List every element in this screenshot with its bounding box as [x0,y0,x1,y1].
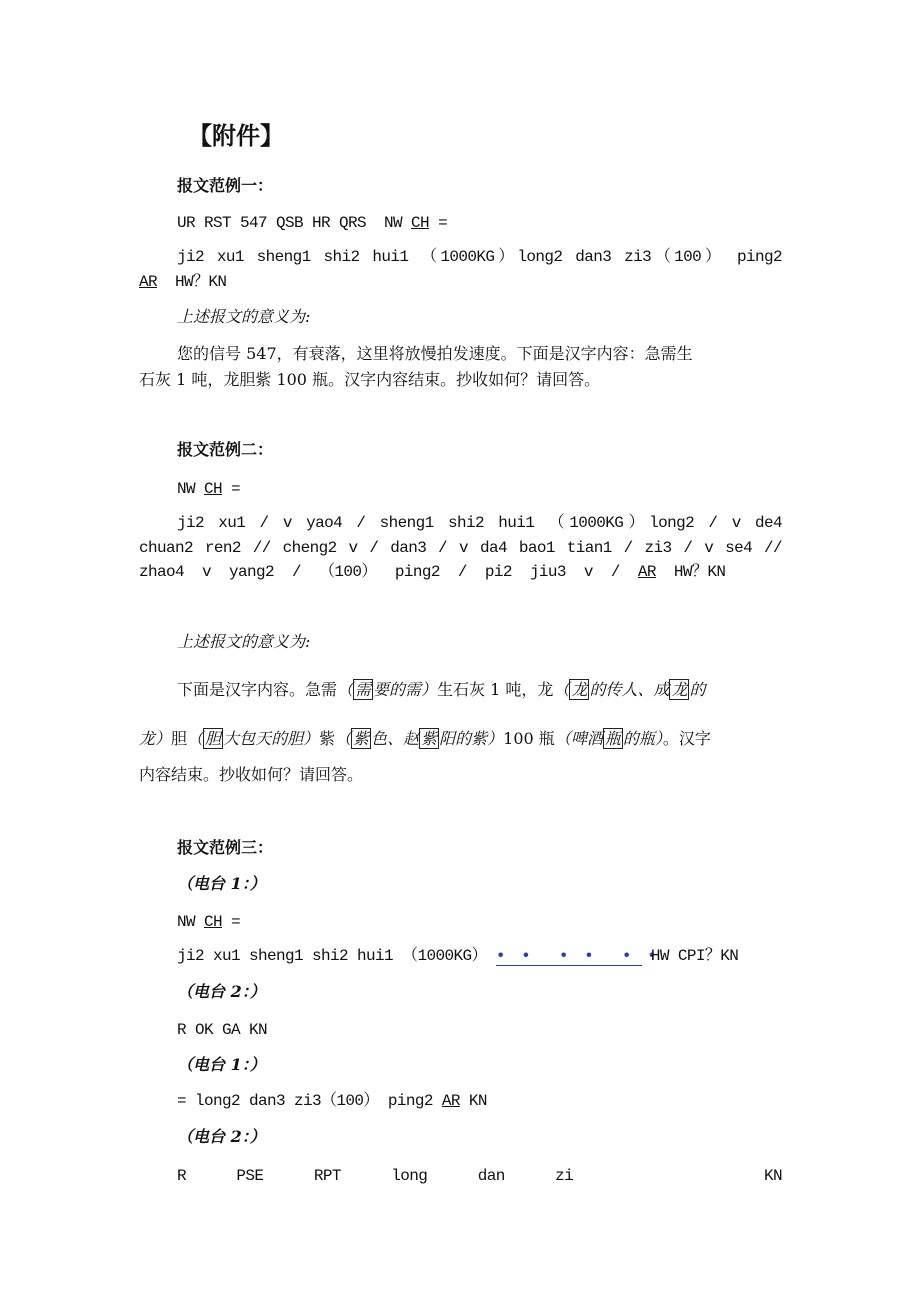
example-2-line-4 [139,562,725,582]
word: dan [477,1167,505,1185]
example-2-meaning-label: 上述报文的意义为: [177,632,311,651]
station-2-label: （电台 2：） [177,982,266,1001]
text: 色、赵 [371,729,420,748]
word: PSE [236,1167,264,1185]
boxed-character: 需 [355,680,372,699]
text: 要的需） [373,680,438,699]
ch-prosign: CH [411,214,430,232]
message-text: KN [459,1092,487,1110]
example-3-line-b [177,1091,487,1111]
text: （ [187,729,204,748]
example-1-meaning-line-1: 您的信号 547，有衰落，这里将放慢拍发速度。下面是汉字内容：急需生 [177,344,693,363]
message-text: HW？KN [157,273,227,291]
text: 100 瓶 [503,729,555,748]
example-3-heading: 报文范例三： [177,838,274,857]
example-1-meaning-label: 上述报文的意义为: [177,307,311,326]
example-2-line-1 [177,479,240,499]
spacer [624,1166,714,1186]
word: zi [555,1167,574,1185]
text: （ [337,680,354,699]
station-2-label: （电台 2：） [177,1127,266,1146]
message-text: = [222,480,241,498]
text: 胆 [171,729,188,748]
text: （ [553,680,570,699]
message-text: = long2 dan3 zi3（100） ping2 [177,1092,442,1110]
ch-prosign: CH [204,480,223,498]
text: 紫 [319,729,336,748]
text: 阳的紫） [439,729,504,748]
station-1-label: （电台 1：） [177,874,266,893]
text: 的瓶） [622,729,663,748]
message-text: ji2 xu1 sheng1 shi2 hui1 （1000KG） [177,947,496,965]
text: 生石灰 1 吨，龙 [437,680,554,699]
word: R [177,1167,187,1185]
boxed-character: 龙 [571,680,588,699]
message-text: HW？KN [655,563,726,581]
text: 下面是汉字内容。急需 [177,680,338,699]
text: 的 [689,680,706,699]
example-2-meaning-line-1 [177,680,706,700]
message-text: NW [177,480,205,498]
example-3-nw-line [177,912,240,932]
boxed-character: 龙 [671,680,688,699]
message-text: = [222,913,241,931]
boxed-character: 紫 [353,729,370,748]
example-2-line-2: ji2 xu1 / v yao4 / sheng1 shi2 hui1 （1000KG）long2 / v de4 [177,514,782,532]
omission-dots: • • • • • • [495,947,660,965]
example-1-line-1 [177,213,447,233]
message-text: = [429,214,448,232]
ar-prosign: AR [139,273,158,291]
text: （ [335,729,352,748]
example-1-heading: 报文范例一： [177,176,274,195]
page-title: 【附件】 [188,121,284,150]
message-text: HW CPI？KN [641,947,739,965]
example-3-last-line [177,1166,782,1186]
station-1-label: （电台 1：） [177,1055,266,1074]
example-2-meaning-line-2 [139,729,711,749]
word: long [391,1167,428,1185]
example-1-meaning-line-2: 石灰 1 吨，龙胆紫 100 瓶。汉字内容结束。抄收如何？请回答。 [139,370,601,389]
message-text: UR RST 547 QSB HR QRS NW [177,214,412,232]
text: 大包天的胆） [223,729,320,748]
boxed-character: 紫 [421,729,438,748]
example-3-line-a [177,946,738,966]
example-1-line-2: ji2 xu1 sheng1 shi2 hui1 （1000KG）long2 dan3 zi3（100） ping2 [177,248,782,266]
example-2-meaning-line-3: 内容结束。抄收如何？请回答。 [139,765,364,784]
text: 龙） [139,729,172,748]
text: （啤酒 [554,729,603,748]
ar-prosign: AR [441,1092,460,1110]
example-1-line-3 [139,272,226,292]
boxed-character: 瓶 [604,729,621,748]
ar-prosign: AR [637,563,656,581]
text: 。汉字 [662,729,711,748]
ch-prosign: CH [204,913,223,931]
example-2-heading: 报文范例二： [177,440,274,459]
message-text: zhao4 v yang2 / （100） ping2 / pi2 jiu3 v / [139,563,638,581]
boxed-character: 胆 [205,729,222,748]
message-text: NW [177,913,205,931]
example-3-reply-1: R OK GA KN [177,1021,268,1039]
example-2-line-3: chuan2 ren2 // cheng2 v / dan3 / v da4 bao1 tian1 / zi3 / v se4 // [139,539,782,557]
word: RPT [313,1167,341,1185]
word: KN [763,1167,782,1185]
text: 的传人、成 [589,680,670,699]
